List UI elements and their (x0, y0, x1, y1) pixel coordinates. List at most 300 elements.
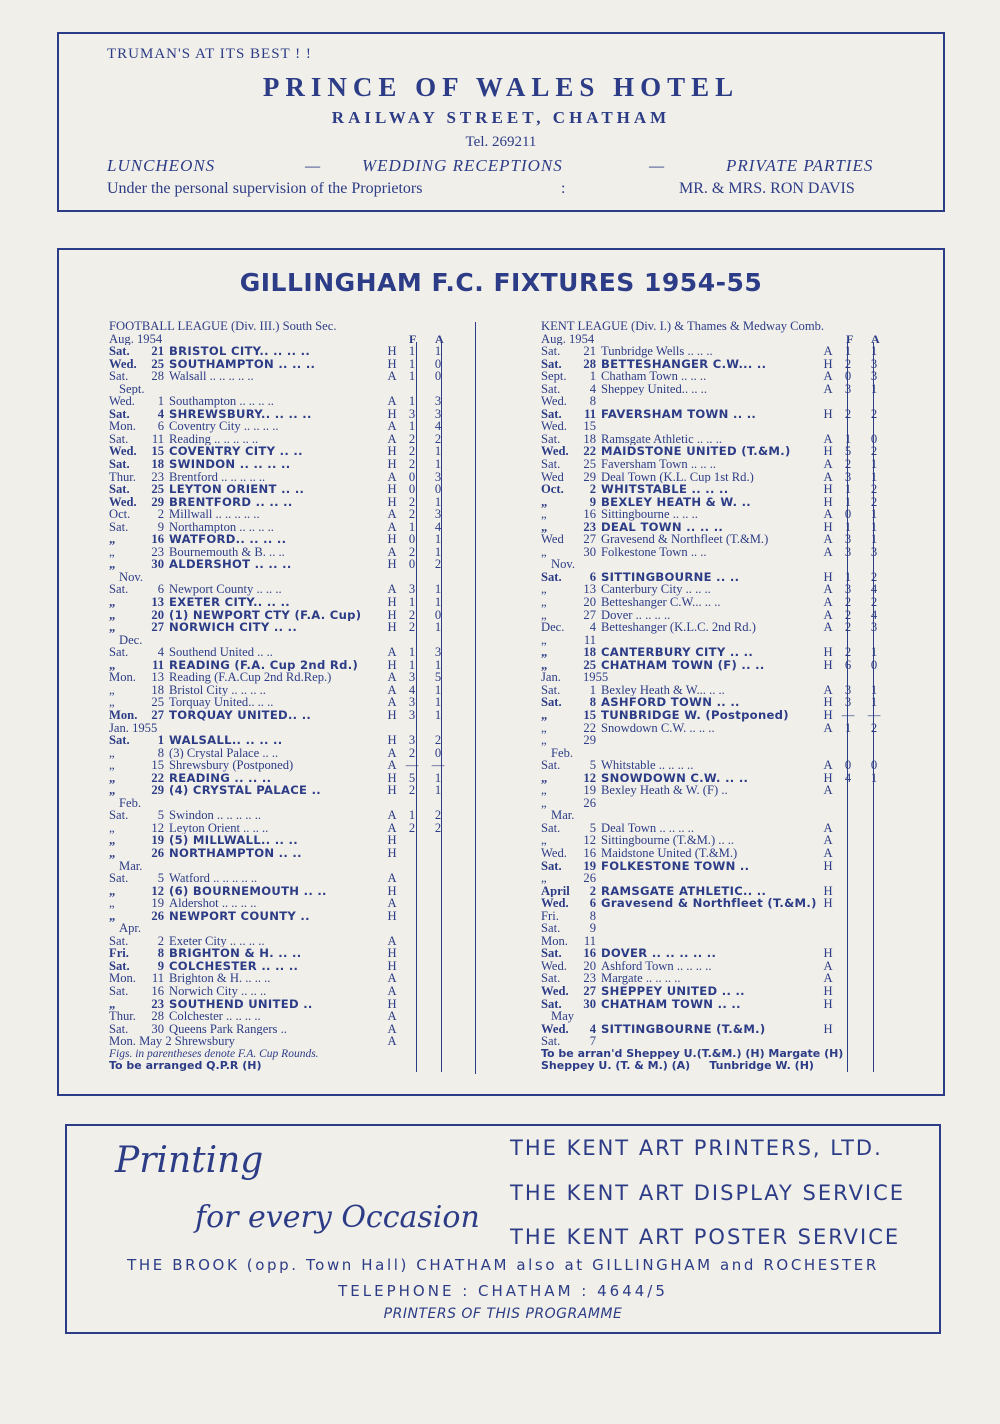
fixture-day: „ (109, 821, 115, 835)
fixture-date-number: 8 (157, 745, 164, 760)
fixture-opponent: Dover .. .. .. .. (601, 608, 671, 622)
fixture-row (109, 847, 451, 860)
fixture-goals-for (835, 734, 861, 747)
fixture-opponent: (3) Crystal Palace .. .. (169, 746, 279, 760)
fixture-venue: H (387, 482, 397, 497)
fixture-date-number: 20 (583, 958, 596, 973)
fixture-goals-against (861, 910, 887, 923)
fixture-day: Sat. (541, 997, 562, 1011)
fixture-opponent: Shrewsbury (Postponed) (169, 759, 294, 772)
fixture-opponent: FAVERSHAM TOWN .. .. (601, 407, 757, 421)
fixture-goals-against (425, 834, 451, 847)
fixture-venue: H (823, 356, 833, 371)
left-against-header: A (435, 332, 444, 346)
fixture-day: Oct. (541, 483, 564, 496)
fixture-opponent: Betteshanger (K.L.C. 2nd Rd.) (601, 621, 756, 634)
fixture-day: Sat. (109, 520, 129, 534)
fixture-venue: H (823, 983, 833, 998)
fixture-date-number: 22 (583, 444, 596, 459)
fixture-opponent: Reading (F.A.Cup 2nd Rd.Rep.) (169, 671, 332, 684)
fixture-goals-against: 1 (870, 381, 878, 396)
football-league-rows (109, 333, 451, 1048)
fixture-row (109, 483, 451, 496)
fixture-row (109, 1035, 451, 1048)
fixture-day: „ (109, 759, 115, 772)
fixture-goals-for: 0 (408, 469, 416, 484)
fixture-opponent (601, 395, 821, 408)
fixture-opponent: LEYTON ORIENT .. .. (169, 483, 305, 496)
fixture-goals-against: 1 (434, 695, 442, 710)
fixture-row (109, 458, 451, 471)
fixture-goals-against (861, 1035, 887, 1048)
fixture-day: Wed. (541, 846, 567, 860)
fixture-venue: H (387, 457, 397, 472)
fixture-goals-for: 2 (844, 645, 852, 660)
fixture-goals-for: 1 (408, 808, 416, 823)
service-dash-1: — (305, 156, 322, 175)
fixture-day: „ (109, 846, 116, 860)
fixture-row (541, 1010, 887, 1023)
fixture-row (109, 370, 451, 383)
fixture-day: Sat. (109, 483, 130, 496)
fixture-day: Wed. (541, 897, 569, 910)
fixture-date-number: 5 (157, 808, 164, 823)
fixture-day: Wed. (541, 420, 567, 433)
fixture-date-number: 25 (151, 482, 164, 497)
fixture-date-number: 9 (589, 921, 596, 936)
fixture-goals-for: 2 (408, 544, 416, 559)
fixture-venue: A (823, 820, 833, 835)
fixture-date-number: 16 (583, 946, 596, 961)
fixture-goals-against (425, 897, 451, 910)
fixture-venue: A (823, 595, 833, 610)
fixture-row (541, 370, 887, 383)
fixture-date-number: 30 (151, 557, 164, 572)
fixture-goals-for: 0 (844, 758, 852, 773)
fixture-opponent: COLCHESTER .. .. .. (169, 959, 299, 973)
fixture-date-number: 6 (157, 582, 164, 597)
fixture-goals-for (399, 1023, 425, 1036)
fixture-day: Sat. (109, 432, 129, 446)
fixture-opponent: Margate .. .. .. .. (601, 972, 681, 985)
fixture-day: „ (541, 508, 547, 521)
fixture-row (109, 395, 451, 408)
fixture-venue: A (823, 971, 833, 986)
fixture-venue: H (387, 557, 397, 572)
fixture-date-number: 18 (583, 431, 596, 446)
fixture-venue: H (387, 444, 397, 459)
fixture-day: „ (541, 646, 548, 659)
hotel-advert (57, 32, 945, 212)
fixture-day: „ (109, 696, 115, 709)
fixture-day: „ (541, 796, 547, 810)
fixture-day: Wed. (541, 395, 567, 408)
fixture-opponent: Brighton & H. .. .. .. (169, 972, 271, 985)
fixture-date-number: 18 (583, 645, 596, 660)
fixture-day: „ (541, 872, 547, 885)
fixture-date-number: 9 (157, 958, 164, 973)
fixture-date-number: 12 (151, 820, 164, 835)
fixture-date-number: 29 (151, 783, 164, 798)
fixture-date-number: 6 (589, 896, 596, 911)
fixture-venue: H (823, 858, 833, 873)
fixture-day: „ (541, 596, 547, 609)
fixture-goals-against: 3 (434, 406, 442, 421)
fixture-goals-against: 1 (434, 544, 442, 559)
fixture-opponent: Colchester .. .. .. .. (169, 1010, 261, 1023)
fixture-goals-for (835, 885, 861, 898)
fixture-goals-against: 1 (434, 457, 442, 472)
fixture-venue: A (387, 519, 397, 534)
fixture-venue: H (387, 770, 397, 785)
fixture-opponent: Sittingbourne .. .. .. (601, 508, 698, 521)
fixture-date-number: 4 (589, 1021, 596, 1036)
service-luncheons: LUNCHEONS (107, 156, 216, 175)
fixture-venue: H (823, 707, 833, 722)
fixture-day: Nov. (551, 558, 576, 571)
fixture-goals-against (425, 960, 451, 973)
fixture-goals-against (861, 847, 887, 860)
fixture-goals-for (835, 671, 861, 684)
fixture-date-number: 27 (583, 607, 596, 622)
fixture-goals-against (425, 1010, 451, 1023)
fixture-goals-for: 1 (844, 482, 852, 497)
fixture-date-number (179, 571, 197, 584)
right-against-header: A (871, 332, 880, 346)
fixture-goals-against: 0 (434, 482, 442, 497)
fixture-venue: A (823, 369, 833, 384)
fixture-goals-against (861, 797, 887, 810)
fixture-opponent: (4) CRYSTAL PALACE .. (169, 784, 321, 797)
fixture-venue: A (387, 983, 397, 998)
fixture-venue: A (823, 833, 833, 848)
center-divider (475, 322, 476, 1074)
fixture-day: „ (541, 583, 547, 597)
fixture-goals-against: 3 (434, 469, 442, 484)
fixture-row (541, 759, 887, 772)
fixture-goals-against: 2 (870, 569, 878, 584)
to-be-arranged-kent-note: To be arran'd Sheppey U.(T.&M.) (H) Margate (H) (541, 1046, 844, 1060)
fixture-goals-against: 1 (434, 682, 442, 697)
fixture-date-number: 16 (151, 532, 164, 547)
fixture-goals-against: 3 (434, 394, 442, 409)
fixture-opponent: (1) NEWPORT CTY (F.A. Cup) (169, 608, 362, 622)
fixture-goals-for: 3 (408, 733, 416, 748)
fixture-opponent: Chatham Town .. .. .. (601, 370, 707, 383)
to-be-arranged-kent-note-2: Sheppey U. (T. & M.) (A) Tunbridge W. (H) (541, 1059, 814, 1073)
fixture-goals-against: 0 (870, 657, 878, 672)
fixture-opponent: Aldershot .. .. .. .. (169, 897, 257, 910)
fixture-opponent: Deal Town (K.L. Cup 1st Rd.) (601, 470, 754, 484)
fixture-venue: H (387, 883, 397, 898)
fixture-venue: A (387, 1009, 397, 1024)
fixture-date-number: 2 (157, 507, 164, 522)
fixture-venue: H (387, 958, 397, 973)
fixture-goals-for: 0 (408, 557, 416, 572)
fixture-goals-against: 1 (870, 770, 878, 785)
fixture-opponent: Tunbridge Wells .. .. .. (601, 345, 713, 358)
fixture-opponent: BRISTOL CITY.. .. .. .. (169, 345, 311, 358)
fixture-goals-for (835, 998, 861, 1011)
fixture-opponent (601, 935, 821, 948)
fixture-venue: H (823, 1021, 833, 1036)
fixture-day: Sat. (541, 357, 562, 371)
fixture-day: „ (109, 558, 116, 571)
fixture-venue: A (823, 783, 833, 798)
fixture-opponent: Sittingbourne (T.&M.) .. .. (601, 834, 735, 847)
fixture-date-number: 21 (583, 344, 596, 359)
fixture-goals-against (861, 998, 887, 1011)
fixture-goals-for: 6 (844, 657, 852, 672)
fixture-date-number: 12 (583, 770, 596, 785)
fixture-row (541, 483, 887, 496)
fixture-day: Sat. (541, 859, 562, 873)
fixture-goals-for: — (841, 707, 855, 722)
fixture-goals-for: 3 (844, 682, 852, 697)
fixture-date-number: 29 (583, 469, 596, 484)
fixture-venue: H (387, 733, 397, 748)
fixture-day: Mon. (109, 671, 136, 684)
fixture-day: Sept. (119, 382, 145, 396)
fixture-row (541, 985, 887, 998)
fixture-goals-for (399, 947, 425, 960)
fixture-day: „ (109, 784, 116, 797)
fixture-goals-for: 1 (408, 519, 416, 534)
fixture-row (109, 910, 451, 923)
fixture-opponent: WATFORD.. .. .. .. (169, 533, 287, 546)
fixture-goals-for (399, 960, 425, 973)
fixture-row (541, 546, 887, 559)
fixture-opponent: DOVER .. .. .. .. .. (601, 947, 717, 960)
fixture-goals-against: 1 (870, 344, 878, 359)
fixture-opponent (197, 860, 385, 873)
fixture-day: Wed (541, 470, 564, 484)
fixture-opponent: SITTINGBOURNE (T.&M.) (601, 1022, 766, 1036)
fixture-goals-against (861, 935, 887, 948)
fixture-date-number: 11 (583, 632, 596, 647)
fixture-row (541, 671, 887, 684)
fixture-opponent: CHATHAM TOWN .. .. (601, 997, 741, 1011)
fixture-goals-for: 0 (844, 369, 852, 384)
fixture-venue: A (387, 682, 397, 697)
fixture-goals-against: 0 (434, 607, 442, 622)
fixture-opponent: Exeter City .. .. .. .. (169, 934, 265, 948)
fixture-goals-for (399, 922, 425, 935)
fixture-goals-against: 2 (434, 431, 442, 446)
fixture-day: Sat. (109, 583, 129, 597)
fixture-goals-against: 1 (434, 444, 442, 459)
fixture-goals-against (861, 784, 887, 797)
fixture-goals-against (861, 1010, 887, 1023)
fixture-opponent: (5) MILLWALL.. .. .. (169, 834, 298, 847)
fixture-venue: H (823, 883, 833, 898)
fixture-goals-for (835, 822, 861, 835)
fixture-goals-against: — (867, 707, 881, 722)
fixture-opponent: BETTESHANGER C.W... .. (601, 357, 767, 371)
fixture-row (109, 922, 451, 935)
fixture-opponent: DEAL TOWN .. .. .. (601, 520, 724, 534)
fixture-goals-against: — (431, 758, 445, 773)
fixture-goals-for: 2 (408, 457, 416, 472)
fixture-venue: A (823, 469, 833, 484)
fixture-date-number: 27 (583, 983, 596, 998)
fixture-date-number: 23 (583, 519, 596, 534)
fixture-goals-against: 2 (870, 406, 878, 421)
fixture-day: „ (541, 834, 547, 847)
fixture-date-number: 7 (589, 1034, 596, 1049)
fixture-goals-for (399, 847, 425, 860)
fixture-goals-against: 2 (870, 720, 878, 735)
printer-address: THE BROOK (opp. Town Hall) CHATHAM also at GILLINGHAM and ROCHESTER (127, 1256, 879, 1274)
kent-art-printers: THE KENT ART PRINTERS, LTD. (510, 1136, 883, 1160)
cup-rounds-note: Figs. in parentheses denote F.A. Cup Rounds. (109, 1047, 319, 1060)
fixture-opponent (601, 872, 821, 885)
fixture-opponent (601, 671, 821, 684)
fixture-date-number: 19 (583, 783, 596, 798)
football-league-heading: FOOTBALL LEAGUE (Div. III.) South Sec. (109, 319, 337, 333)
fixture-day: Mon. (541, 934, 568, 948)
fixture-goals-for: 3 (844, 381, 852, 396)
fixture-goals-against (861, 1023, 887, 1036)
fixture-goals-against (425, 872, 451, 885)
fixture-goals-against: 1 (870, 645, 878, 660)
fixture-goals-for: 3 (408, 582, 416, 597)
fixture-venue (821, 872, 835, 885)
fixture-date-number: 8 (589, 394, 596, 409)
fixture-goals-against: 3 (434, 507, 442, 522)
fixture-opponent: Queens Park Rangers .. (169, 1022, 287, 1036)
fixture-goals-for: 2 (408, 820, 416, 835)
fixture-goals-for: 1 (408, 344, 416, 359)
fixture-opponent: Bexley Heath & W. (F) .. (601, 784, 728, 797)
fixture-opponent: ALDERSHOT .. .. .. (169, 558, 292, 571)
fixture-date-number: 23 (151, 996, 164, 1011)
fixture-goals-for: 1 (844, 344, 852, 359)
fixture-day: „ (109, 596, 116, 609)
fixture-goals-for: 2 (844, 620, 852, 635)
fixture-goals-for: 2 (844, 406, 852, 421)
fixture-goals-against (425, 847, 451, 860)
fixture-venue: A (387, 507, 397, 522)
fixture-date-number: 29 (583, 733, 596, 748)
fixture-goals-against (425, 935, 451, 948)
fixture-date-number: 12 (583, 833, 596, 848)
fixture-venue: A (823, 431, 833, 446)
fixture-goals-for (835, 809, 861, 822)
fixture-day: „ (109, 545, 115, 559)
fixture-day: „ (541, 658, 548, 672)
fixture-date-number: 28 (583, 356, 596, 371)
fixture-day: Wed. (109, 495, 137, 509)
fixture-day: Sat. (541, 947, 562, 960)
fixture-opponent: Faversham Town .. .. .. (601, 458, 717, 471)
fixture-date-number: 2 (157, 933, 164, 948)
football-league-column (109, 320, 451, 1073)
fixture-day: Mon. (109, 420, 136, 433)
fixture-date-number: 4 (157, 406, 164, 421)
fixture-goals-for: 1 (408, 645, 416, 660)
fixture-venue: H (387, 996, 397, 1011)
fixture-opponent: SOUTHEND UNITED .. (169, 997, 313, 1011)
fixture-venue: A (823, 344, 833, 359)
fixture-date-number: 1 (589, 369, 596, 384)
fixture-goals-for: 2 (844, 607, 852, 622)
fixture-date-number: 20 (151, 607, 164, 622)
fixture-day: „ (109, 658, 116, 672)
fixture-opponent: SHREWSBURY.. .. .. .. (169, 407, 312, 421)
fixture-goals-against (861, 947, 887, 960)
printer-credit: PRINTERS OF THIS PROGRAMME (383, 1306, 623, 1322)
fixture-day: „ (541, 721, 547, 735)
fixture-day: Sat. (109, 984, 129, 998)
fixture-venue: H (823, 695, 833, 710)
fixture-goals-against (861, 922, 887, 935)
fixture-opponent: MAIDSTONE UNITED (T.&M.) (601, 445, 791, 459)
fixture-goals-against (425, 947, 451, 960)
fixture-goals-against: 1 (434, 783, 442, 798)
fixture-opponent: NORWICH CITY .. .. (169, 621, 298, 634)
fixture-venue: A (823, 720, 833, 735)
fixture-date-number (179, 860, 197, 873)
fixture-opponent: TORQUAY UNITED.. .. (169, 708, 312, 722)
fixture-goals-for (835, 872, 861, 885)
fixture-day: Wed (541, 533, 564, 546)
fixtures-panel (57, 248, 945, 1096)
fixture-venue: A (823, 958, 833, 973)
fixture-date-number: 13 (151, 595, 164, 610)
fixture-goals-against: 2 (434, 557, 442, 572)
fixture-opponent: Watford .. .. .. .. .. (169, 872, 258, 885)
fixture-venue: H (387, 946, 397, 961)
fixture-goals-for (835, 947, 861, 960)
fixture-day: Sat. (109, 646, 129, 659)
fixture-row (541, 897, 887, 910)
fixture-opponent: Canterbury City .. .. .. (601, 583, 711, 597)
fixture-goals-for: 2 (408, 431, 416, 446)
fixture-venue: A (823, 507, 833, 522)
fixture-date-number (179, 634, 197, 647)
fixture-goals-for (835, 1035, 861, 1048)
fixture-goals-against: 2 (870, 494, 878, 509)
fixture-goals-against (425, 985, 451, 998)
fixture-goals-for: 2 (408, 620, 416, 635)
fixture-venue: A (387, 645, 397, 660)
fixture-date-number (179, 383, 197, 396)
fixture-day: „ (541, 633, 547, 647)
fixture-venue: H (387, 607, 397, 622)
right-for-header: F (846, 332, 854, 346)
fixture-date-number: 26 (583, 871, 596, 886)
fixture-opponent: NORTHAMPTON .. .. (169, 846, 302, 860)
to-be-arranged-note: To be arranged Q.P.R (H) (109, 1059, 262, 1073)
fixture-goals-against: 0 (434, 369, 442, 384)
fixture-goals-against (861, 972, 887, 985)
fixture-venue: A (387, 1034, 397, 1049)
fixture-date-number (611, 809, 629, 822)
fixture-venue (821, 1010, 835, 1023)
fixture-day: „ (541, 608, 547, 622)
fixture-venue: H (823, 896, 833, 911)
fixture-goals-against: 4 (434, 419, 442, 434)
fixture-venue: A (823, 381, 833, 396)
fixture-goals-against (425, 972, 451, 985)
fixture-venue (821, 809, 835, 822)
fixture-goals-for: 3 (408, 707, 416, 722)
fixture-goals-for (835, 985, 861, 998)
fixture-day: Nov. (119, 570, 144, 584)
fixture-day: Sat. (541, 821, 561, 835)
fixture-day: Sept. (541, 370, 567, 383)
